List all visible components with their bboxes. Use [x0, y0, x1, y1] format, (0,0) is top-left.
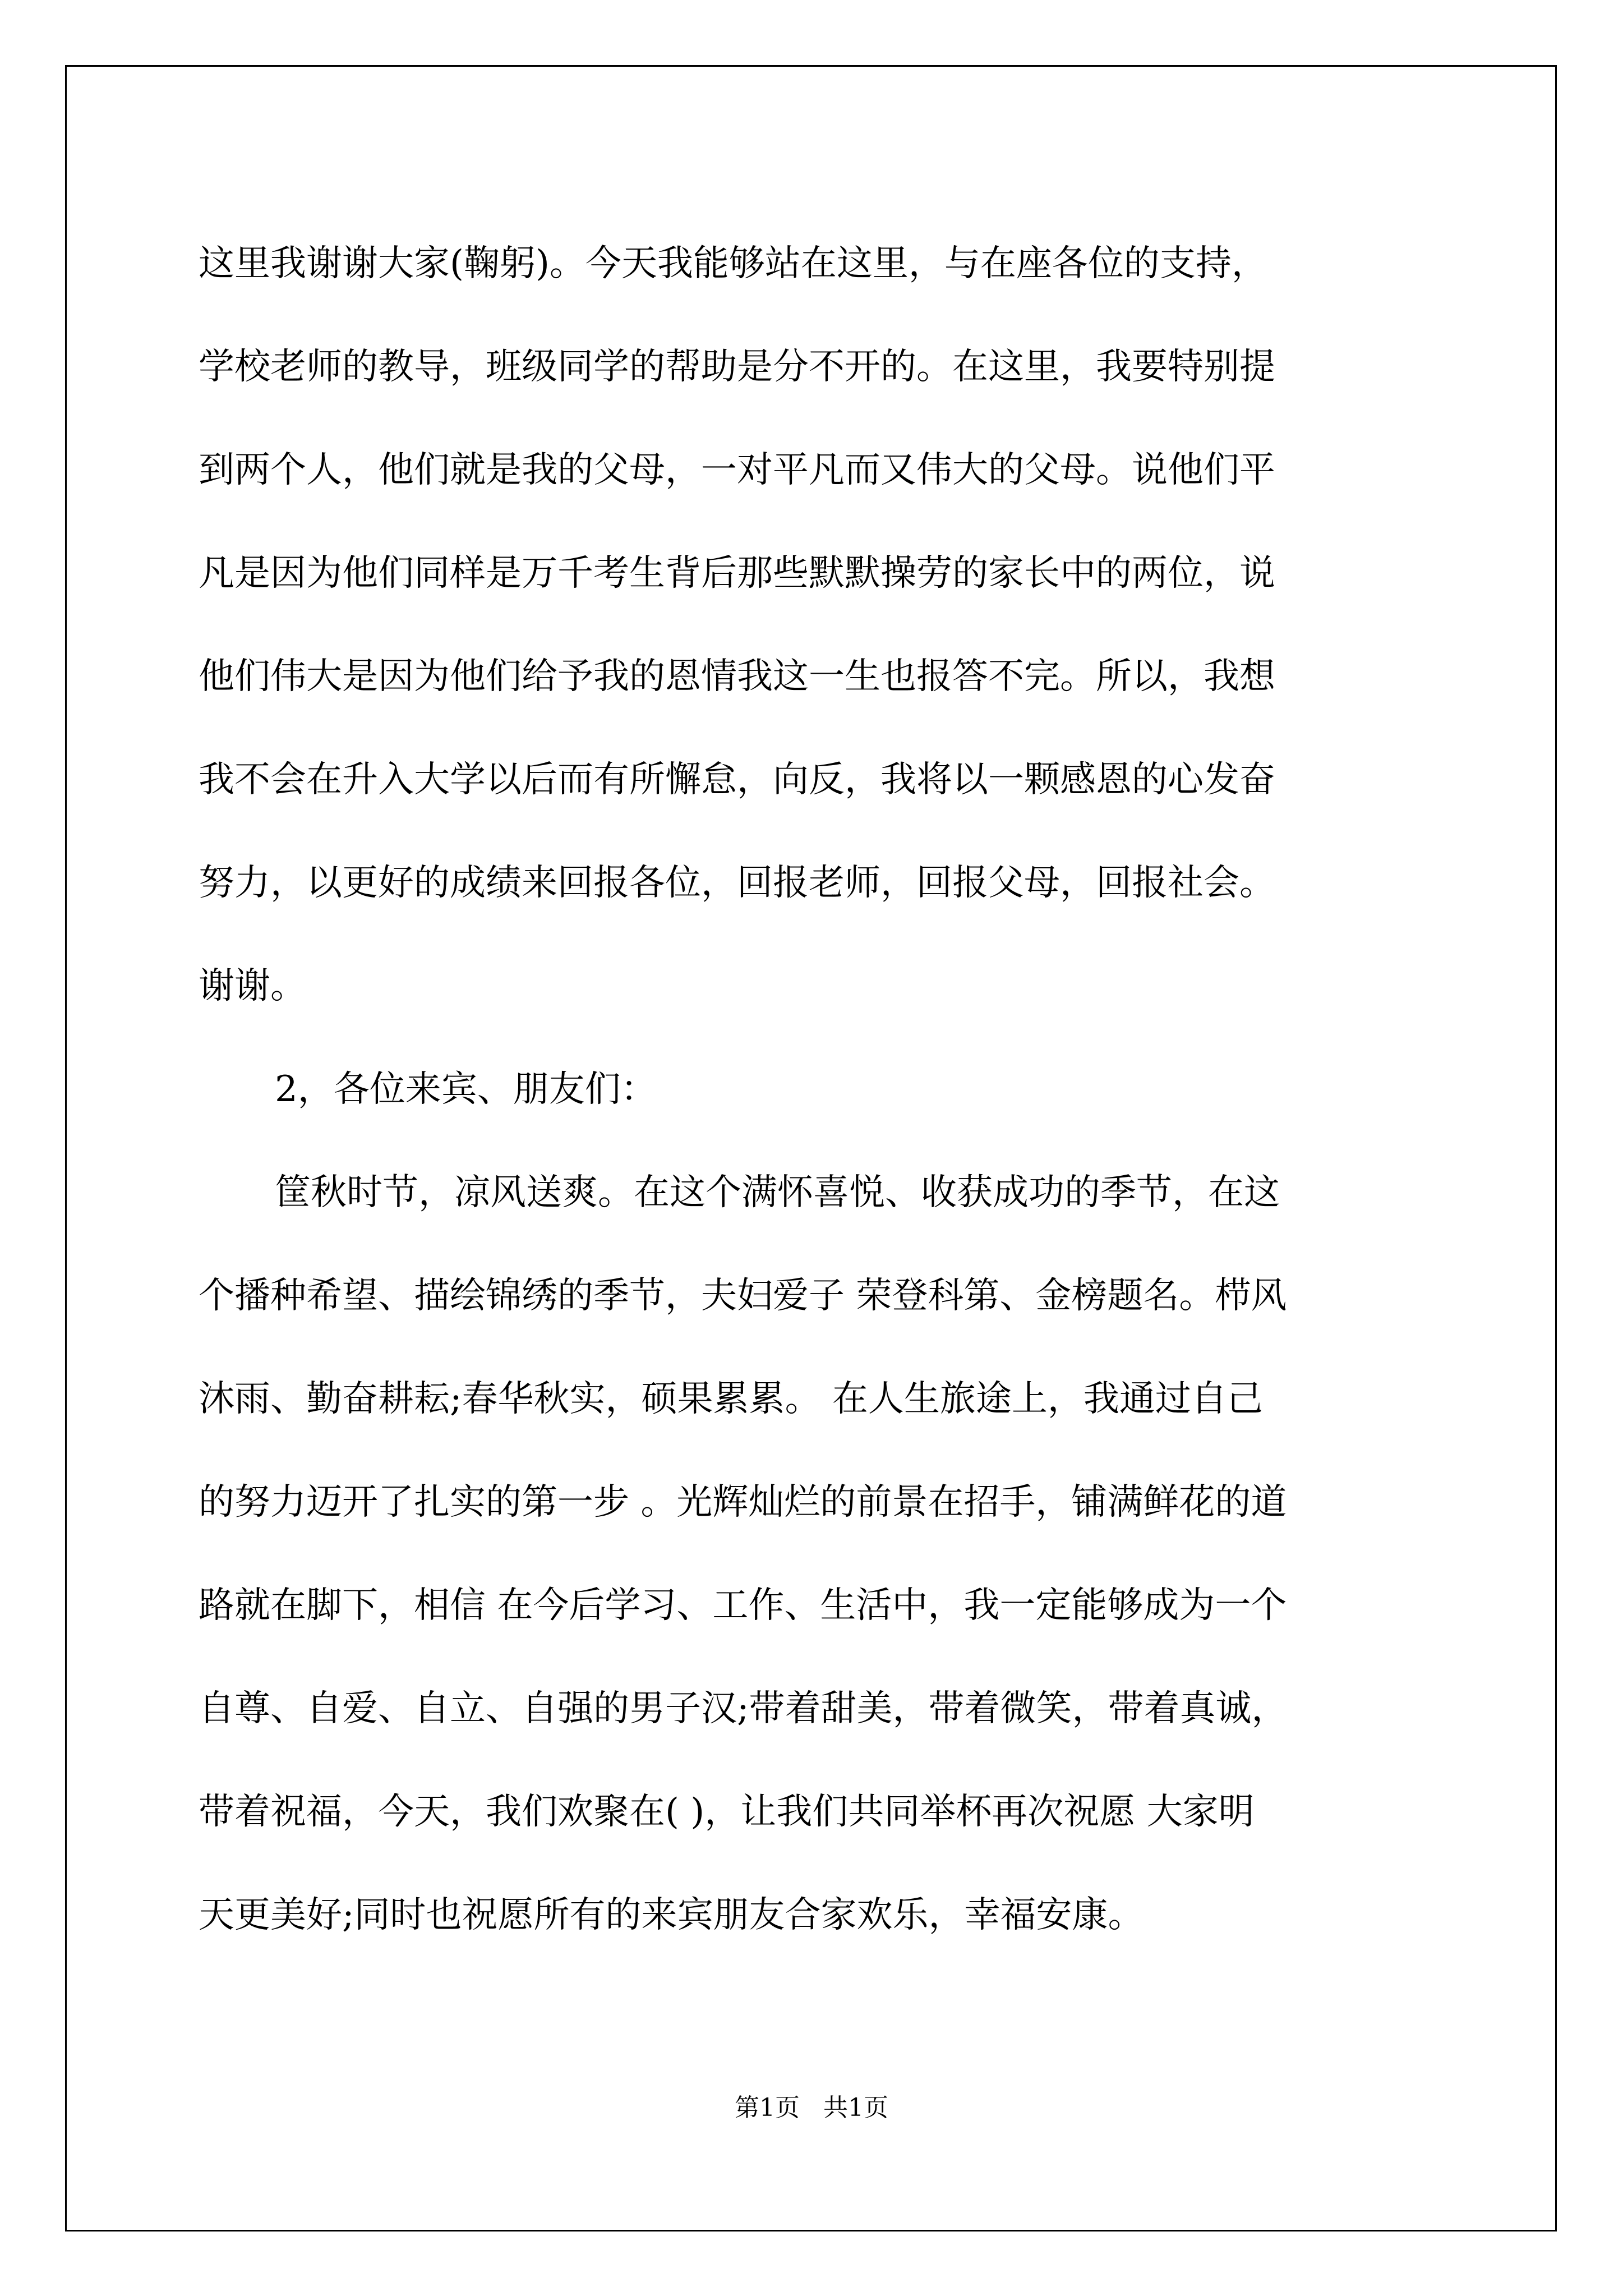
paragraph-line: 凡是因为他们同样是万千考生背后那些默默操劳的家长中的两位，说: [199, 553, 1275, 594]
paragraph-line: 带着祝福，今天，我们欢聚在( )，让我们共同举杯再次祝愿 大家明: [199, 1791, 1255, 1833]
paragraph-line: 个播种希望、描绘锦绣的季节，夫妇爱子 荣登科第、金榜题名。栉风: [199, 1275, 1287, 1317]
paragraph-line: 的努力迈开了扎实的第一步 。光辉灿烂的前景在招手，铺满鲜花的道: [199, 1481, 1287, 1523]
document-body: [199, 212, 1432, 1967]
paragraph-line: 筐秋时节，凉风送爽。在这个满怀喜悦、收获成功的季节，在这: [275, 1172, 1280, 1213]
paragraph-line: 谢谢。: [199, 965, 306, 1007]
paragraph-line: 到两个人，他们就是我的父母，一对平凡而又伟大的父母。说他们平: [199, 449, 1275, 491]
paragraph-line: 这里我谢谢大家(鞠躬)。今天我能够站在这里，与在座各位的支持，: [199, 243, 1267, 284]
paragraph-line: 自尊、自爱、自立、自强的男子汉;带着甜美，带着微笑，带着真诚，: [199, 1688, 1288, 1729]
paragraph-line: 学校老师的教导，班级同学的帮助是分不开的。在这里，我要特别提: [199, 346, 1275, 388]
paragraph-line: 沐雨、勤奋耕耘;春华秋实，硕果累累。 在人生旅途上，我通过自己: [199, 1378, 1263, 1420]
paragraph-line: 路就在脚下，相信 在今后学习、工作、生活中，我一定能够成为一个: [199, 1585, 1287, 1626]
paragraph-line: 他们伟大是因为他们给予我的恩情我这一生也报答不完。所以，我想: [199, 656, 1275, 697]
paragraph-line: 努力，以更好的成绩来回报各位，回报老师，回报父母，回报社会。: [199, 862, 1275, 904]
page-number-footer: 第1页 共1页: [735, 2093, 888, 2122]
section-heading: 2，各位来宾、朋友们：: [275, 1069, 657, 1110]
paragraph-line: 天更美好;同时也祝愿所有的来宾朋友合家欢乐，幸福安康。: [199, 1894, 1144, 1936]
paragraph-line: 我不会在升入大学以后而有所懈怠，向反，我将以一颗感恩的心发奋: [199, 759, 1275, 800]
